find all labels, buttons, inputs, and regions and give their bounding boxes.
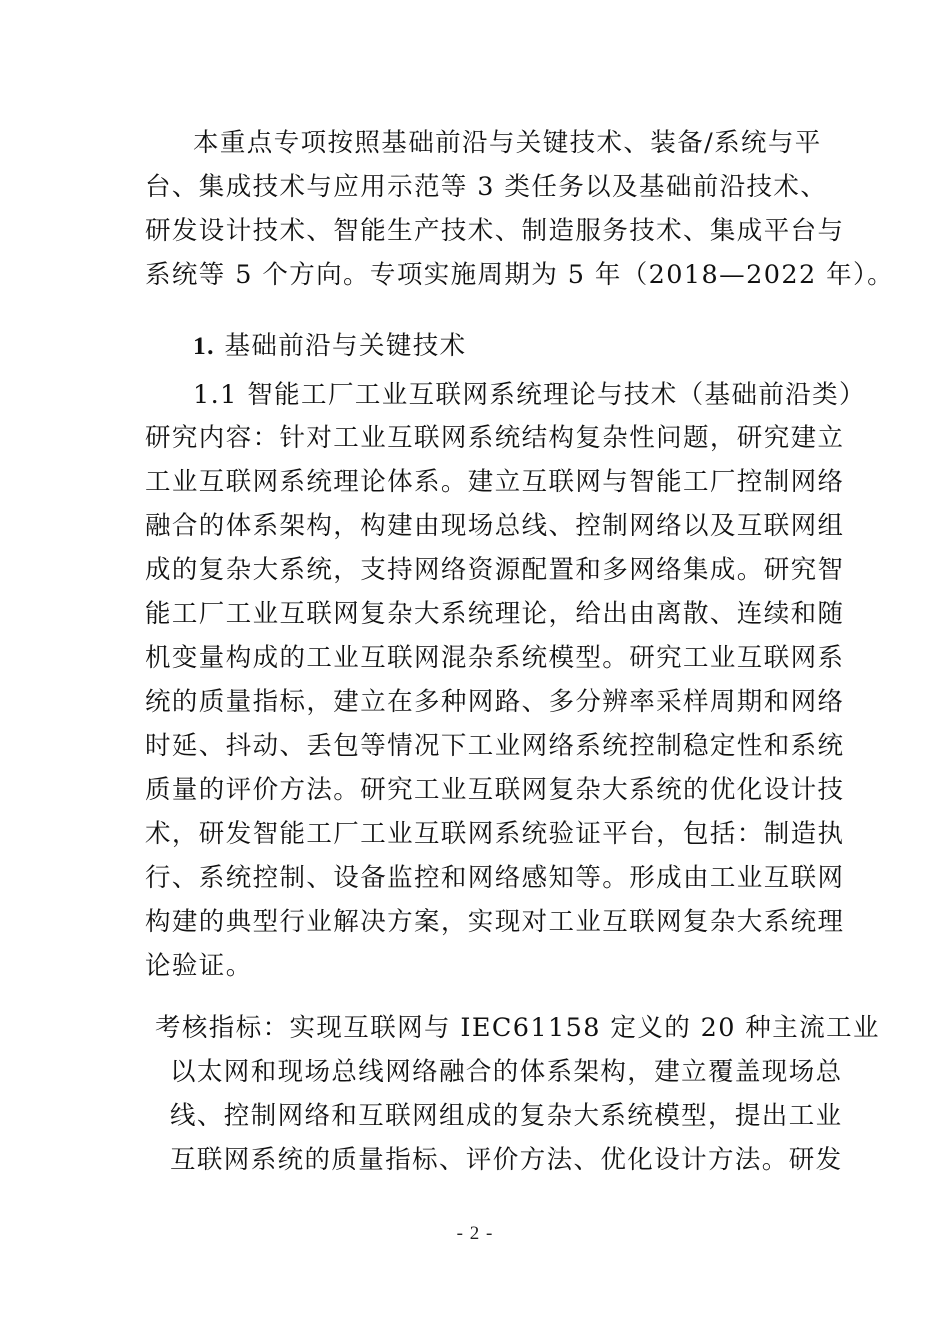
research-line-9: 质量的评价方法。研究工业互联网复杂大系统的优化设计技 bbox=[145, 775, 845, 805]
section-heading bbox=[193, 331, 467, 361]
research-line-1: 研究内容：针对工业互联网系统结构复杂性问题，研究建立 bbox=[145, 423, 845, 453]
intro-line-1: 本重点专项按照基础前沿与关键技术、装备/系统与平 bbox=[193, 128, 822, 158]
research-line-6: 机变量构成的工业互联网混杂系统模型。研究工业互联网系 bbox=[145, 643, 845, 673]
intro-line-4: 系统等 5 个方向。专项实施周期为 5 年（2018—2022 年）。 bbox=[145, 260, 895, 290]
subsection-title: 1.1 智能工厂工业互联网系统理论与技术（基础前沿类） bbox=[193, 380, 866, 410]
research-line-10: 术，研发智能工厂工业互联网系统验证平台，包括：制造执 bbox=[145, 819, 845, 849]
kpi-line-3: 线、控制网络和互联网组成的复杂大系统模型，提出工业 bbox=[170, 1101, 843, 1131]
research-line-7: 统的质量指标，建立在多种网路、多分辨率采样周期和网络 bbox=[145, 687, 845, 717]
intro-line-3: 研发设计技术、智能生产技术、制造服务技术、集成平台与 bbox=[145, 216, 845, 246]
kpi-line-1: 考核指标：实现互联网与 IEC61158 定义的 20 种主流工业 bbox=[155, 1013, 880, 1043]
section-title: 基础前沿与关键技术 bbox=[224, 331, 467, 361]
research-line-5: 能工厂工业互联网复杂大系统理论，给出由离散、连续和随 bbox=[145, 599, 845, 629]
page-number: - 2 - bbox=[456, 1223, 494, 1244]
research-line-13: 论验证。 bbox=[145, 951, 253, 981]
section-number: 1. bbox=[193, 331, 215, 360]
research-line-12: 构建的典型行业解决方案，实现对工业互联网复杂大系统理 bbox=[145, 907, 845, 937]
kpi-line-2: 以太网和现场总线网络融合的体系架构，建立覆盖现场总 bbox=[170, 1057, 843, 1087]
kpi-line-4: 互联网系统的质量指标、评价方法、优化设计方法。研发 bbox=[170, 1145, 843, 1175]
research-line-4: 成的复杂大系统，支持网络资源配置和多网络集成。研究智 bbox=[145, 555, 845, 585]
research-line-11: 行、系统控制、设备监控和网络感知等。形成由工业互联网 bbox=[145, 863, 845, 893]
intro-line-2: 台、集成技术与应用示范等 3 类任务以及基础前沿技术、 bbox=[145, 172, 828, 202]
research-line-3: 融合的体系架构，构建由现场总线、控制网络以及互联网组 bbox=[145, 511, 845, 541]
research-line-2: 工业互联网系统理论体系。建立互联网与智能工厂控制网络 bbox=[145, 467, 845, 497]
research-line-8: 时延、抖动、丢包等情况下工业网络系统控制稳定性和系统 bbox=[145, 731, 845, 761]
